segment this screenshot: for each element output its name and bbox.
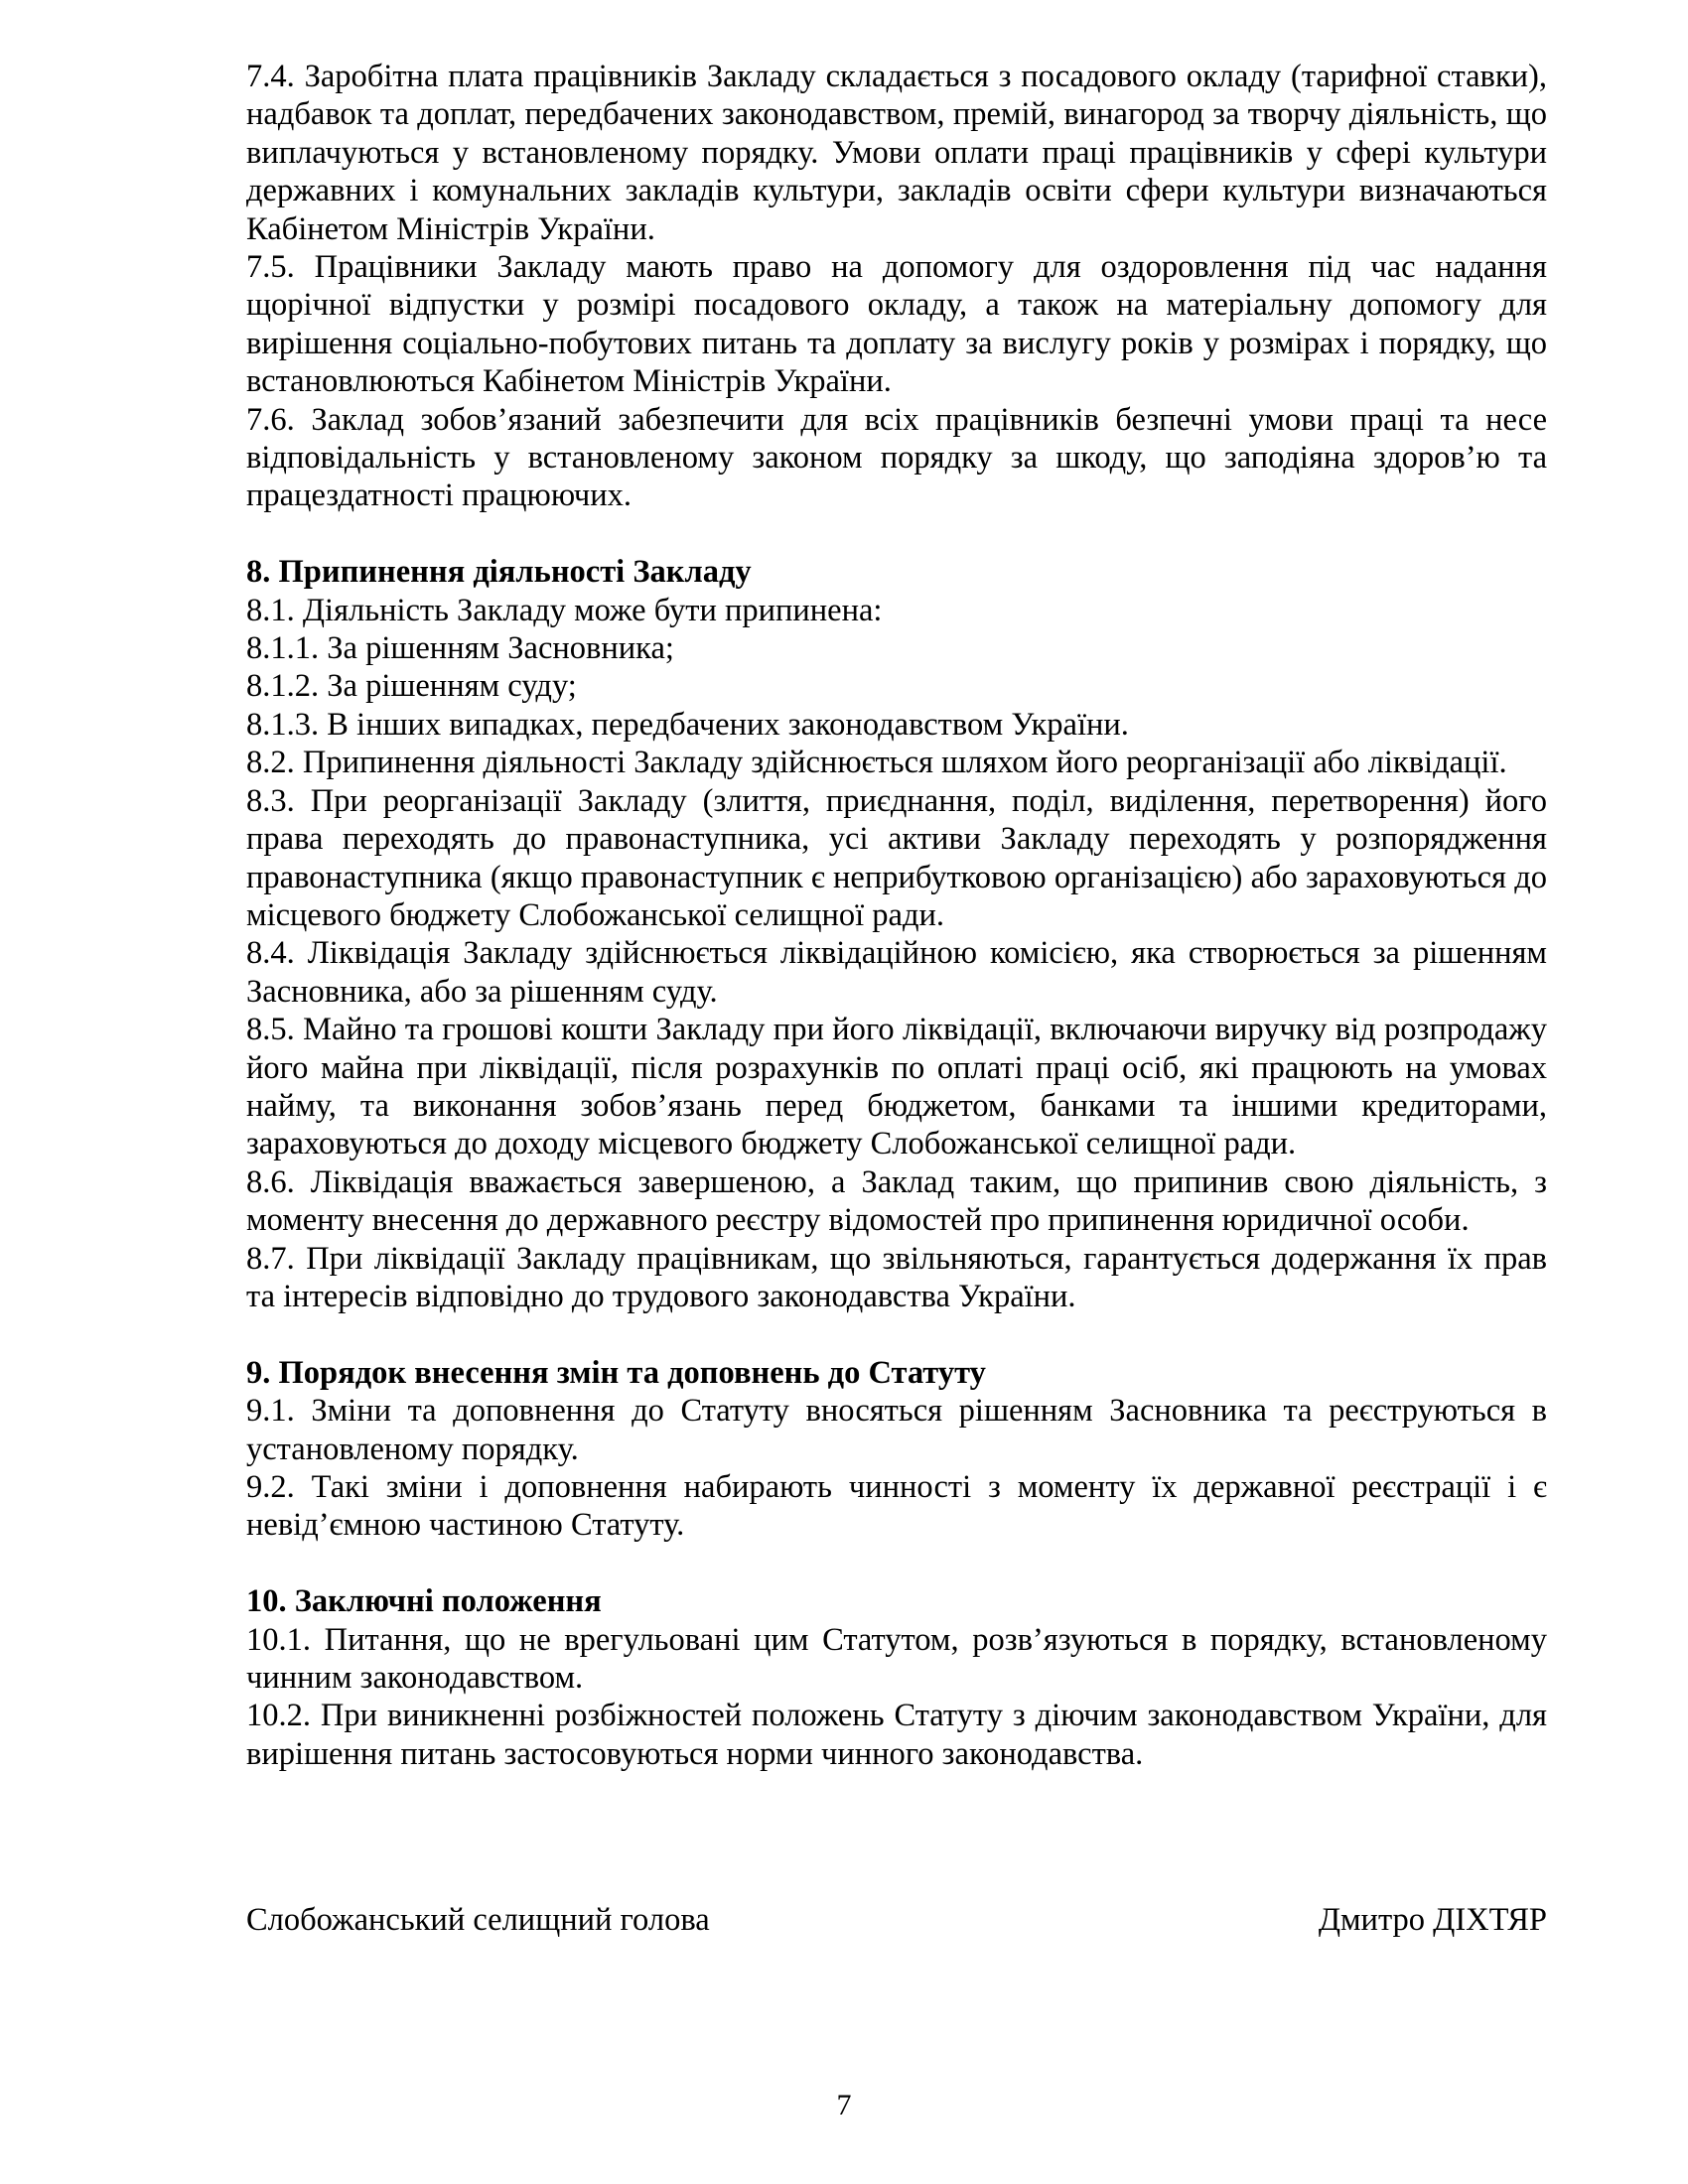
- paragraph-8-7: 8.7. При ліквідації Закладу працівникам, що звільняються, гарантується додержання їх прав та інтересів відповідно до трудового законодавства України.: [246, 1240, 1547, 1314]
- paragraph-8-4: 8.4. Ліквідація Закладу здійснюється ліквідаційною комісією, яка створюється за рішенням Засновника, або за рішенням суду.: [246, 935, 1547, 1010]
- section-8-heading: 8. Припинення діяльності Закладу: [246, 554, 752, 591]
- section-10-heading: 10. Заключні положення: [246, 1583, 602, 1620]
- paragraph-9-1: 9.1. Зміни та доповнення до Статуту вносяться рішенням Засновника та реєструються в установленому порядку.: [246, 1393, 1547, 1467]
- paragraph-7-5: 7.5. Працівники Закладу мають право на допомогу для оздоровлення під час надання щорічної відпустки у розмірі посадового окладу, а також на матеріальну допомогу для вирішення соціально-побутових питань та доплату за вислугу років у розмірах і порядку, що встановлюються Кабінетом Міністрів України.: [246, 249, 1547, 400]
- paragraph-8-5: 8.5. Майно та грошові кошти Закладу при його ліквідації, включаючи виручку від розпродажу його майна при ліквідації, після розрахунків по оплаті праці осіб, які працюють на умовах найму, та виконання зобов’язань перед бюджетом, банками та іншими кредиторами, зараховуються до доходу місцевого бюджету Слобожанської селищної ради.: [246, 1012, 1547, 1162]
- paragraph-8-3: 8.3. При реорганізації Закладу (злиття, приєднання, поділ, виділення, перетворення) його права переходять до правонаступника, усі активи Закладу переходять у розпорядження правонаступника (якщо правонаступник є неприбутковою організацією) або зараховуються до місцевого бюджету Слобожанської селищної ради.: [246, 782, 1547, 933]
- paragraph-8-1-2: 8.1.2. За рішенням суду;: [246, 668, 577, 705]
- paragraph-9-2: 9.2. Такі зміни і доповнення набирають чинності з моменту їх державної реєстрації і є невід’ємною частиною Статуту.: [246, 1469, 1547, 1544]
- paragraph-8-1: 8.1. Діяльність Закладу може бути припинена:: [246, 592, 883, 628]
- section-9-heading: 9. Порядок внесення змін та доповнень до Статуту: [246, 1354, 986, 1391]
- paragraph-7-6: 7.6. Заклад зобов’язаний забезпечити для всіх працівників безпечні умови праці та несе відповідальність у встановленому законом порядку за шкоду, що заподіяна здоров’ю та працездатності працюючих.: [246, 401, 1547, 514]
- paragraph-8-1-3: 8.1.3. В інших випадках, передбачених законодавством України.: [246, 706, 1129, 743]
- paragraph-7-4: 7.4. Заробітна плата працівників Закладу складається з посадового окладу (тарифної ставки), надбавок та доплат, передбачених законодавством, премій, винагород за творчу діяльність, що виплачуються у встановленому порядку. Умови оплати праці працівників у сфері культури державних і комунальних закладів культури, закладів освіти сфери культури визначаються Кабінетом Міністрів України.: [246, 59, 1547, 247]
- paragraph-10-1: 10.1. Питання, що не врегульовані цим Статутом, розв’язуються в порядку, встановленому чинним законодавством.: [246, 1621, 1547, 1697]
- page-number: 7: [836, 2089, 852, 2121]
- document-body: [246, 58, 1547, 1773]
- signature-role: Слобожанський селищний голова: [246, 1902, 710, 1938]
- paragraph-10-2: 10.2. При виникненні розбіжностей положень Статуту з діючим законодавством України, для вирішення питань застосовуються норми чинного законодавства.: [246, 1698, 1547, 1772]
- signature-name: Дмитро ДІХТЯР: [1318, 1902, 1547, 1938]
- paragraph-8-2: 8.2. Припинення діяльності Закладу здійснюється шляхом його реорганізації або ліквідації.: [246, 745, 1507, 781]
- paragraph-8-1-1: 8.1.1. За рішенням Засновника;: [246, 630, 674, 667]
- paragraph-8-6: 8.6. Ліквідація вважається завершеною, а Заклад таким, що припинив свою діяльність, з моменту внесення до державного реєстру відомостей про припинення юридичної особи.: [246, 1163, 1547, 1239]
